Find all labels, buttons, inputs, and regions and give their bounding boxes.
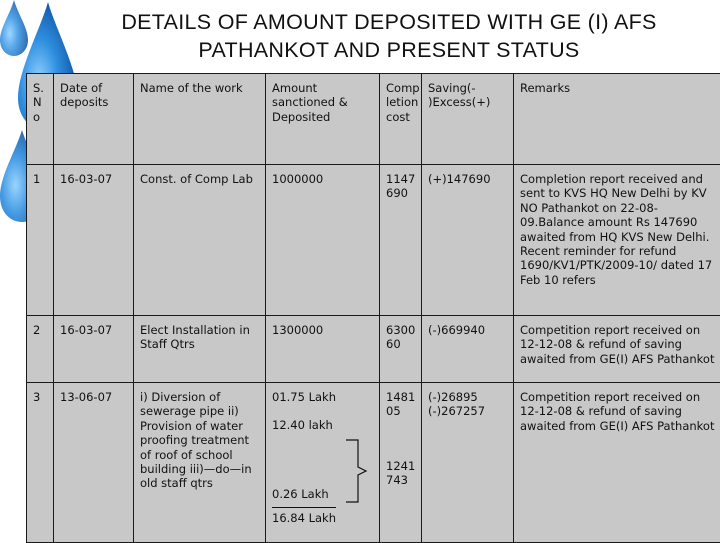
row-amount: 1000000 (266, 165, 380, 316)
row-name: Const. of Comp Lab (134, 165, 266, 316)
row-remarks: Completion report received and sent to KVS HQ New Delhi by KV NO Pathankot on 22-08-09.Balance amount Rs 147690 awaited from HQ KVS New Delhi. Recent reminder for refund 1690/KV1/PTK/2009-10/ dated 17 Feb 10 refers (514, 165, 720, 316)
table-row (27, 383, 720, 543)
amount-item-1: 01.75 Lakh (272, 390, 336, 404)
title-line-1: DETAILS OF AMOUNT DEPOSITED WITH GE (I) AFS (58, 8, 720, 36)
row-remarks: Competition report received on 12-12-08 & refund of saving awaited from GE(I) AFS Pathankot (514, 316, 720, 383)
row-saving: (-)669940 (422, 316, 514, 383)
amount-item-2: 12.40 lakh (272, 418, 333, 432)
completion-item-2: 1241 743 (386, 459, 415, 487)
row-sno: 1 (27, 165, 54, 316)
table-row (27, 165, 720, 316)
row-remarks: Competition report received on 12-12-08 & refund of saving awaited from GE(I) AFS Pathankot (514, 383, 720, 543)
row-name: Elect Installation in Staff Qtrs (134, 316, 266, 383)
table-header-row (27, 74, 720, 165)
header-saving: Saving(- )Excess(+) (422, 74, 514, 165)
header-amount: Amount sanctioned & Deposited (266, 74, 380, 165)
row-completion (380, 383, 422, 543)
row-date: 13-06-07 (54, 383, 134, 543)
row-saving: (-)26895 (-)267257 (422, 383, 514, 543)
row-saving: (+)147690 (422, 165, 514, 316)
page-title (58, 8, 720, 64)
header-date: Date of deposits (54, 74, 134, 165)
amount-total: 16.84 Lakh (272, 507, 336, 525)
title-line-2: PATHANKOT AND PRESENT STATUS (58, 36, 720, 64)
row-completion: 6300 60 (380, 316, 422, 383)
row-completion: 1147 690 (380, 165, 422, 316)
header-sno: S. N o (27, 74, 54, 165)
header-name: Name of the work (134, 74, 266, 165)
deposit-status-table (26, 73, 720, 543)
amount-item-3: 0.26 Lakh (272, 487, 329, 501)
header-completion: Comp letion cost (380, 74, 422, 165)
row-date: 16-03-07 (54, 316, 134, 383)
row-amount: 1300000 (266, 316, 380, 383)
header-remarks: Remarks (514, 74, 720, 165)
table-row (27, 316, 720, 383)
row-amount (266, 383, 380, 543)
row-date: 16-03-07 (54, 165, 134, 316)
row-sno: 2 (27, 316, 54, 383)
completion-item-1: 1481 05 (386, 390, 415, 418)
row-sno: 3 (27, 383, 54, 543)
row-name: i) Diversion of sewerage pipe ii) Provision of water proofing treatment of roof of school building iii)—do—in old staff qtrs (134, 383, 266, 543)
curly-brace-icon (344, 439, 378, 503)
